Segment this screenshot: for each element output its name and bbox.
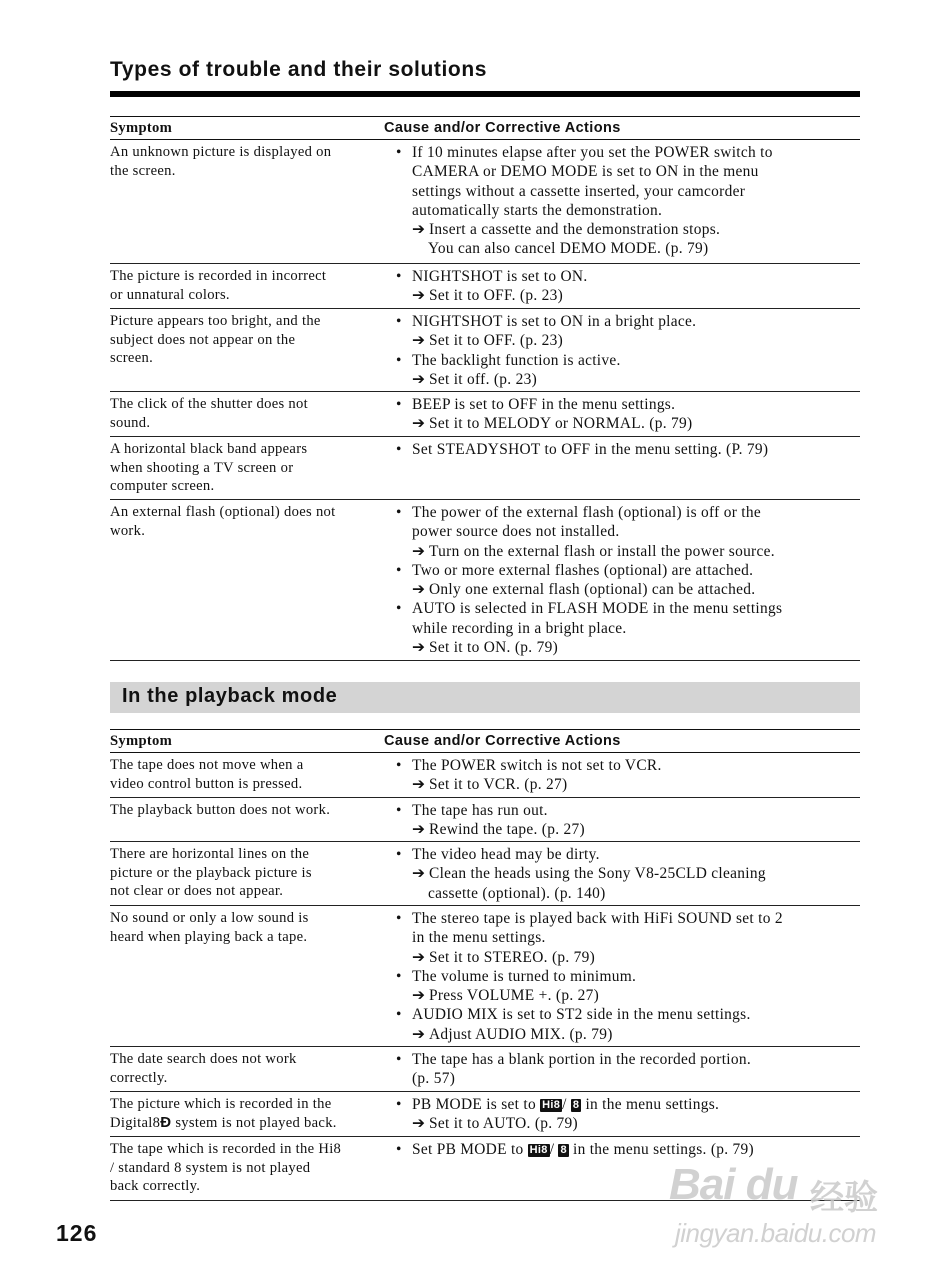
cause-bullet [384, 1140, 860, 1159]
symptom-line: The tape does not move when a [110, 757, 304, 773]
action-line [384, 884, 860, 903]
symptom-cell [110, 395, 384, 436]
cause-text: Set it to MELODY or NORMAL. (p. 79) [429, 415, 693, 433]
symptom-line: the screen. [110, 162, 176, 179]
arrow-icon: ➔ [412, 1115, 426, 1133]
symptom-line: screen. [110, 350, 154, 367]
symptom-line: or unnatural colors. [110, 286, 230, 303]
cause-cell [384, 503, 860, 660]
symptom-line: heard when playing back a tape. [110, 928, 308, 945]
cause-bullet [384, 599, 860, 618]
standard8-mark-icon: 8 [572, 1099, 580, 1111]
table-row [110, 140, 860, 264]
symptom-line [110, 1114, 378, 1133]
cause-header: Cause and/or Corrective Actions [384, 120, 621, 136]
cause-text: Press VOLUME +. (p. 27) [429, 987, 600, 1005]
cause-cell [384, 1050, 860, 1091]
cause-bullet [384, 561, 860, 580]
symptom-cell [110, 1050, 384, 1091]
symptom-cell [110, 267, 384, 308]
table-row [110, 1092, 860, 1137]
action-line [384, 239, 860, 258]
table-body [110, 140, 860, 661]
cause-bullet [384, 801, 860, 820]
arrow-icon: ➔ [412, 776, 426, 794]
cause-text: Set it to VCR. (p. 27) [429, 776, 568, 794]
symptom-line: There are horizontal lines on the [110, 846, 310, 862]
cause-line [384, 928, 860, 947]
table-row [110, 392, 860, 437]
playback-section-band [110, 682, 860, 713]
cause-text: CAMERA or DEMO MODE is set to ON in the menu [412, 163, 759, 181]
cause-text: The backlight function is active. [412, 351, 621, 369]
cause-line [384, 619, 860, 638]
action-line [384, 580, 860, 599]
table-row [110, 906, 860, 1047]
symptom-line: work. [110, 522, 146, 539]
cause-line [384, 1069, 860, 1088]
symptom-header: Symptom [110, 732, 173, 749]
arrow-icon: ➔ [412, 415, 426, 433]
cause-text: cassette (optional). (p. 140) [428, 884, 606, 902]
table-body [110, 753, 860, 1092]
arrow-icon: ➔ [412, 542, 426, 560]
cause-bullet [384, 312, 860, 331]
symptom-cell [110, 909, 384, 1046]
cause-cell [384, 756, 860, 797]
recording-trouble-table [110, 116, 860, 661]
arrow-icon: ➔ [412, 287, 426, 305]
page-title: Types of trouble and their solutions [110, 58, 488, 81]
cause-text: You can also cancel DEMO MODE. (p. 79) [428, 240, 709, 258]
cause-cell [384, 440, 860, 499]
table-row [110, 1047, 860, 1092]
action-line [384, 864, 860, 883]
cause-cell [384, 267, 860, 308]
cause-text: The volume is turned to minimum. [412, 967, 637, 985]
symptom-cell [110, 845, 384, 905]
action-line [384, 820, 860, 839]
symptom-line: not clear or does not appear. [110, 883, 284, 900]
cause-text: Set STEADYSHOT to OFF in the menu setting. (P. 79) [412, 441, 769, 458]
arrow-icon: ➔ [412, 1025, 426, 1043]
arrow-icon: ➔ [412, 821, 426, 839]
cause-line [384, 182, 860, 201]
symptom-line: video control button is pressed. [110, 775, 303, 792]
cause-text: while recording in a bright place. [412, 619, 627, 637]
cause-bullet [384, 143, 860, 162]
table-header [110, 116, 860, 140]
action-line [384, 948, 860, 967]
action-line [384, 331, 860, 350]
watermark-cn: 经验 [810, 1179, 878, 1217]
action-line [384, 220, 860, 239]
digital8-logo-icon: Ð [160, 1113, 172, 1131]
action-line [384, 370, 860, 389]
cause-text: BEEP is set to OFF in the menu settings. [412, 396, 676, 413]
symptom-line: computer screen. [110, 478, 215, 495]
cause-text: in the menu settings. [412, 929, 546, 947]
cause-bullet [384, 1005, 860, 1024]
cause-cell [384, 395, 860, 436]
cause-line [384, 162, 860, 181]
action-text: Set it to AUTO. (p. 79) [429, 1115, 578, 1133]
cause-text: (p. 57) [412, 1070, 456, 1088]
symptom-cell [110, 143, 384, 263]
symptom-line: back correctly. [110, 1178, 201, 1195]
table-header [110, 729, 860, 753]
cause-text: NIGHTSHOT is set to ON. [412, 268, 588, 285]
watermark-brand: Bai du [669, 1160, 798, 1209]
cause-bullet [384, 845, 860, 864]
symptom-line: / standard 8 system is not played [110, 1159, 311, 1176]
symptom-line: Picture appears too bright, and the [110, 313, 321, 329]
cause-text: Adjust AUDIO MIX. (p. 79) [429, 1025, 613, 1043]
symptom-line: An external flash (optional) does not [110, 504, 336, 520]
cause-header: Cause and/or Corrective Actions [384, 733, 621, 749]
cause-bullet [384, 503, 860, 522]
cause-cell [384, 909, 860, 1046]
cause-text: power source does not installed. [412, 523, 620, 541]
cause-text: Only one external flash (optional) can be attached. [429, 581, 756, 599]
table-row [110, 309, 860, 392]
cause-cell [384, 143, 860, 263]
symptom-line: sound. [110, 414, 151, 431]
baidu-watermark [665, 1160, 895, 1270]
symptom-line: picture or the playback picture is [110, 864, 312, 881]
cause-text: AUTO is selected in FLASH MODE in the menu settings [412, 600, 783, 618]
cause-text: Set it to ON. (p. 79) [429, 639, 558, 657]
table-row [110, 798, 860, 842]
arrow-icon: ➔ [412, 865, 426, 883]
cause-bullet [384, 395, 860, 414]
symptom-header: Symptom [110, 119, 173, 136]
cause-text: AUDIO MIX is set to ST2 side in the menu settings. [412, 1006, 751, 1024]
symptom-line: subject does not appear on the [110, 331, 296, 348]
table-row [110, 500, 860, 661]
arrow-icon: ➔ [412, 332, 426, 350]
arrow-icon: ➔ [412, 639, 426, 657]
symptom-line: The picture which is recorded in the [110, 1096, 332, 1112]
symptom-cell [110, 1095, 384, 1136]
cause-text: Turn on the external flash or install the power source. [429, 542, 775, 560]
cause-bullet [384, 1095, 860, 1114]
cause-cell [384, 801, 860, 841]
cause-bullet [384, 440, 860, 459]
symptom-cell [110, 756, 384, 797]
table-row [110, 753, 860, 798]
cause-text: Set it off. (p. 23) [429, 370, 538, 388]
standard8-mark-icon: 8 [560, 1144, 567, 1156]
cause-bullet [384, 1050, 860, 1069]
title-rule [110, 91, 860, 97]
symptom-line-rest: system is not played back. [171, 1114, 337, 1131]
symptom-line: The click of the shutter does not [110, 396, 308, 412]
cause-text: Insert a cassette and the demonstration stops. [429, 221, 721, 239]
cause-text: The stereo tape is played back with HiFi SOUND set to 2 [412, 910, 783, 927]
cause-line [384, 522, 860, 541]
digital8-label: Digital8 [110, 1114, 161, 1131]
cause-bullet [384, 351, 860, 370]
cause-text: The tape has run out. [412, 802, 548, 819]
symptom-line: The playback button does not work. [110, 802, 331, 818]
table-row [110, 842, 860, 906]
action-line [384, 1114, 860, 1133]
action-line [384, 542, 860, 561]
symptom-line: correctly. [110, 1069, 168, 1086]
table-row [110, 437, 860, 500]
cause-cell [384, 845, 860, 905]
cause-text: automatically starts the demonstration. [412, 201, 663, 219]
symptom-line: No sound or only a low sound is [110, 910, 309, 926]
action-line [384, 986, 860, 1005]
action-line [384, 775, 860, 794]
cause-text: Clean the heads using the Sony V8-25CLD cleaning [429, 865, 766, 883]
playback-trouble-table [110, 729, 860, 1201]
section-title: In the playback mode [122, 685, 338, 707]
cause-line [384, 201, 860, 220]
cause-text: Set PB MODE to [412, 1141, 528, 1158]
cause-bullet [384, 967, 860, 986]
cause-text: The power of the external flash (optional) is off or the [412, 504, 762, 521]
arrow-icon: ➔ [412, 581, 426, 599]
arrow-icon: ➔ [412, 370, 426, 388]
symptom-line: The tape which is recorded in the Hi8 [110, 1141, 342, 1157]
cause-text: settings without a cassette inserted, your camcorder [412, 182, 746, 200]
cause-bullet [384, 909, 860, 928]
cause-text: Set it to STEREO. (p. 79) [429, 948, 596, 966]
cause-text: Set it to OFF. (p. 23) [429, 332, 564, 350]
action-line [384, 638, 860, 657]
action-line [384, 1025, 860, 1044]
symptom-line: The date search does not work [110, 1051, 297, 1067]
cause-bullet [384, 267, 860, 286]
symptom-line: The picture is recorded in incorrect [110, 268, 327, 284]
symptom-line: A horizontal black band appears [110, 441, 308, 457]
action-line [384, 286, 860, 305]
symptom-cell [110, 312, 384, 391]
cause-bullet [384, 756, 860, 775]
symptom-line: An unknown picture is displayed on [110, 144, 332, 160]
slash-text: / [562, 1096, 571, 1113]
cause-text: The tape has a blank portion in the recorded portion. [412, 1051, 751, 1068]
cause-text: NIGHTSHOT is set to ON in a bright place. [412, 313, 697, 330]
symptom-cell [110, 440, 384, 499]
watermark-url: jingyan.baidu.com [675, 1218, 877, 1248]
symptom-cell [110, 503, 384, 660]
cause-cell [384, 1095, 860, 1136]
arrow-icon: ➔ [412, 987, 426, 1005]
cause-text: in the menu settings. [581, 1096, 720, 1113]
cause-text: Two or more external flashes (optional) are attached. [412, 561, 754, 579]
cause-text: If 10 minutes elapse after you set the POWER switch to [412, 144, 773, 161]
arrow-icon: ➔ [412, 948, 426, 966]
cause-text: The video head may be dirty. [412, 846, 600, 863]
cause-text: Set it to OFF. (p. 23) [429, 287, 564, 305]
arrow-icon: ➔ [412, 221, 426, 239]
symptom-cell [110, 801, 384, 841]
cause-text: Rewind the tape. (p. 27) [429, 821, 585, 839]
cause-cell [384, 312, 860, 391]
page-number: 126 [56, 1220, 98, 1246]
symptom-line: when shooting a TV screen or [110, 459, 294, 476]
symptom-cell [110, 1140, 384, 1200]
action-line [384, 414, 860, 433]
hi8-mark-icon: Hi8 [542, 1099, 561, 1111]
cause-text: in the menu settings. (p. 79) [568, 1141, 754, 1158]
cause-text: The POWER switch is not set to VCR. [412, 757, 662, 774]
cause-text: PB MODE is set to [412, 1096, 541, 1113]
hi8-mark-icon: Hi8 [529, 1144, 548, 1156]
table-row [110, 264, 860, 309]
slash-text: / [549, 1141, 559, 1158]
